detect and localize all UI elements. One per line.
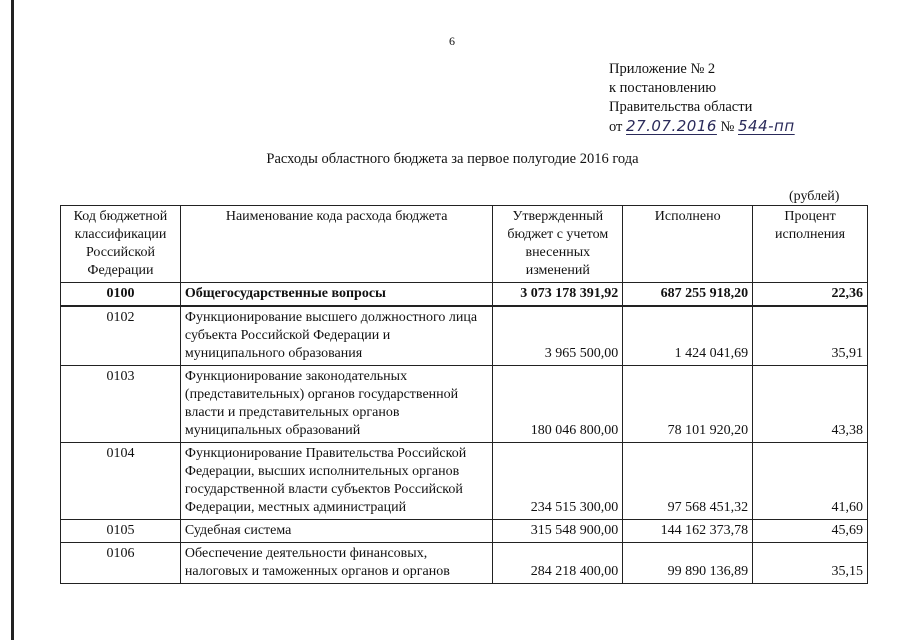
appendix-header: [609, 60, 795, 137]
row-percent: 35,91: [753, 306, 868, 366]
row-code: 0100: [61, 283, 181, 307]
row-percent: 35,15: [753, 543, 868, 584]
row-code: 0106: [61, 543, 181, 584]
header-code: Код бюджетной классификации Российской Федерации: [61, 206, 181, 283]
row-approved: 234 515 300,00: [493, 443, 623, 520]
header-executed: Исполнено: [623, 206, 753, 283]
appendix-line-1: Приложение № 2: [609, 61, 716, 77]
appendix-line-2: к постановлению: [609, 80, 717, 96]
row-name: Функционирование высшего должностного лица субъекта Российской Федерации и муниципального образования: [180, 306, 492, 366]
header-percent: Процент исполнения: [753, 206, 868, 283]
table-header-row: [61, 206, 868, 283]
from-prefix: от: [609, 119, 623, 135]
row-percent: 22,36: [753, 283, 868, 307]
row-code: 0102: [61, 306, 181, 366]
table-row: [61, 443, 868, 520]
row-name: Общегосударственные вопросы: [180, 283, 492, 307]
row-executed: 144 162 373,78: [623, 520, 753, 543]
table-row: [61, 543, 868, 584]
header-approved: Утвержденный бюджет с учетом внесенных изменений: [493, 206, 623, 283]
number-prefix: №: [720, 119, 735, 135]
row-approved: 3 965 500,00: [493, 306, 623, 366]
row-name: Функционирование законодательных (представительных) органов государственной власти и представительных органов муниципальных образований: [180, 366, 492, 443]
row-executed: 78 101 920,20: [623, 366, 753, 443]
appendix-line-3: Правительства области: [609, 99, 753, 115]
row-code: 0105: [61, 520, 181, 543]
row-executed: 1 424 041,69: [623, 306, 753, 366]
row-approved: 284 218 400,00: [493, 543, 623, 584]
row-code: 0103: [61, 366, 181, 443]
row-executed: 97 568 451,32: [623, 443, 753, 520]
row-executed: 687 255 918,20: [623, 283, 753, 307]
row-code: 0104: [61, 443, 181, 520]
row-name: Функционирование Правительства Российской Федерации, высших исполнительных органов государственной власти субъектов Российской Федерации, местных администраций: [180, 443, 492, 520]
table-row: [61, 306, 868, 366]
row-approved: 3 073 178 391,92: [493, 283, 623, 307]
row-executed: 99 890 136,89: [623, 543, 753, 584]
expenses-table: [60, 205, 868, 584]
binding-margin-line: [11, 0, 14, 640]
document-title: Расходы областного бюджета за первое полугодие 2016 года: [266, 151, 639, 167]
row-name: Судебная система: [180, 520, 492, 543]
table-row: [61, 283, 868, 307]
table-row: [61, 520, 868, 543]
units-label: (рублей): [789, 189, 840, 204]
row-approved: 315 548 900,00: [493, 520, 623, 543]
handwritten-number: 544-пп: [738, 117, 795, 135]
appendix-date-line: [609, 117, 795, 137]
row-approved: 180 046 800,00: [493, 366, 623, 443]
row-name: Обеспечение деятельности финансовых, налоговых и таможенных органов и органов: [180, 543, 492, 584]
header-name: Наименование кода расхода бюджета: [180, 206, 492, 283]
row-percent: 41,60: [753, 443, 868, 520]
page-number: 6: [449, 34, 455, 48]
handwritten-date: 27.07.2016: [626, 117, 717, 135]
row-percent: 43,38: [753, 366, 868, 443]
row-percent: 45,69: [753, 520, 868, 543]
table-row: [61, 366, 868, 443]
